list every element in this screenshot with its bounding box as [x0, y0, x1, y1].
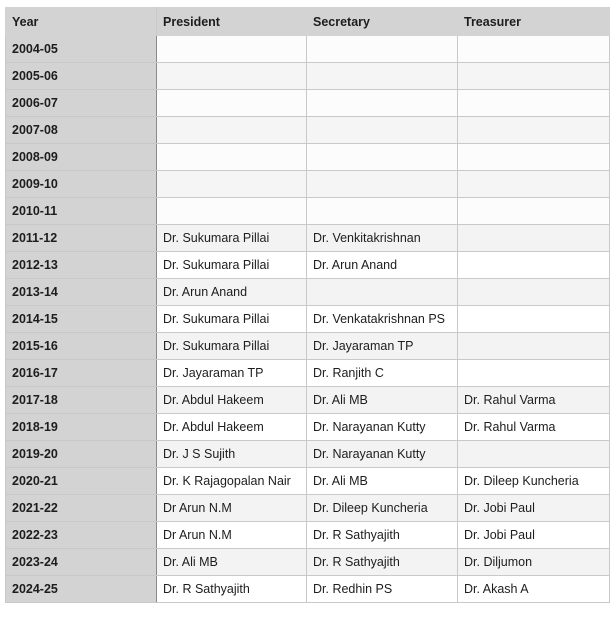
- treasurer-cell: [458, 360, 610, 387]
- president-cell: Dr. Sukumara Pillai: [157, 252, 307, 279]
- president-cell: [157, 117, 307, 144]
- year-cell: 2020-21: [6, 468, 157, 495]
- table-row: [6, 252, 610, 279]
- year-cell: 2018-19: [6, 414, 157, 441]
- table-row: [6, 225, 610, 252]
- secretary-cell: Dr. Ranjith C: [307, 360, 458, 387]
- table-row: [6, 576, 610, 603]
- secretary-cell: Dr. Arun Anand: [307, 252, 458, 279]
- table-row: [6, 495, 610, 522]
- table-row: [6, 198, 610, 225]
- president-cell: Dr. Sukumara Pillai: [157, 306, 307, 333]
- secretary-cell: Dr. Jayaraman TP: [307, 333, 458, 360]
- president-cell: Dr. Ali MB: [157, 549, 307, 576]
- table-row: [6, 144, 610, 171]
- treasurer-cell: [458, 171, 610, 198]
- treasurer-cell: [458, 90, 610, 117]
- secretary-cell: Dr. Redhin PS: [307, 576, 458, 603]
- header-president: President: [157, 8, 307, 36]
- treasurer-cell: [458, 36, 610, 63]
- secretary-cell: Dr. Narayanan Kutty: [307, 414, 458, 441]
- year-cell: 2022-23: [6, 522, 157, 549]
- table-row: [6, 360, 610, 387]
- header-secretary: Secretary: [307, 8, 458, 36]
- treasurer-cell: Dr. Diljumon: [458, 549, 610, 576]
- president-cell: Dr. J S Sujith: [157, 441, 307, 468]
- table-row: [6, 171, 610, 198]
- president-cell: [157, 171, 307, 198]
- treasurer-cell: [458, 117, 610, 144]
- header-treasurer: Treasurer: [458, 8, 610, 36]
- president-cell: Dr. Abdul Hakeem: [157, 387, 307, 414]
- secretary-cell: [307, 198, 458, 225]
- secretary-cell: [307, 63, 458, 90]
- year-cell: 2010-11: [6, 198, 157, 225]
- table-row: [6, 333, 610, 360]
- treasurer-cell: Dr. Rahul Varma: [458, 414, 610, 441]
- table-header: [6, 8, 610, 36]
- treasurer-cell: [458, 144, 610, 171]
- treasurer-cell: Dr. Akash A: [458, 576, 610, 603]
- header-year: Year: [6, 8, 157, 36]
- table-row: [6, 441, 610, 468]
- president-cell: Dr Arun N.M: [157, 495, 307, 522]
- president-cell: [157, 90, 307, 117]
- year-cell: 2009-10: [6, 171, 157, 198]
- president-cell: Dr. Sukumara Pillai: [157, 333, 307, 360]
- treasurer-cell: [458, 279, 610, 306]
- table-row: [6, 117, 610, 144]
- secretary-cell: Dr. Dileep Kuncheria: [307, 495, 458, 522]
- table-row: [6, 468, 610, 495]
- president-cell: [157, 63, 307, 90]
- secretary-cell: [307, 144, 458, 171]
- year-cell: 2012-13: [6, 252, 157, 279]
- year-cell: 2011-12: [6, 225, 157, 252]
- president-cell: Dr. Jayaraman TP: [157, 360, 307, 387]
- secretary-cell: Dr. R Sathyajith: [307, 522, 458, 549]
- treasurer-cell: [458, 225, 610, 252]
- year-cell: 2021-22: [6, 495, 157, 522]
- president-cell: Dr. Sukumara Pillai: [157, 225, 307, 252]
- treasurer-cell: Dr. Jobi Paul: [458, 522, 610, 549]
- president-cell: Dr. K Rajagopalan Nair: [157, 468, 307, 495]
- treasurer-cell: Dr. Jobi Paul: [458, 495, 610, 522]
- secretary-cell: Dr. Ali MB: [307, 387, 458, 414]
- secretary-cell: Dr. R Sathyajith: [307, 549, 458, 576]
- treasurer-cell: [458, 333, 610, 360]
- treasurer-cell: [458, 198, 610, 225]
- year-cell: 2005-06: [6, 63, 157, 90]
- table-row: [6, 279, 610, 306]
- table-row: [6, 63, 610, 90]
- year-cell: 2014-15: [6, 306, 157, 333]
- secretary-cell: Dr. Narayanan Kutty: [307, 441, 458, 468]
- treasurer-cell: [458, 252, 610, 279]
- president-cell: Dr Arun N.M: [157, 522, 307, 549]
- year-cell: 2023-24: [6, 549, 157, 576]
- table-row: [6, 306, 610, 333]
- table-row: [6, 414, 610, 441]
- secretary-cell: Dr. Venkatakrishnan PS: [307, 306, 458, 333]
- table-row: [6, 36, 610, 63]
- year-cell: 2013-14: [6, 279, 157, 306]
- treasurer-cell: Dr. Rahul Varma: [458, 387, 610, 414]
- treasurer-cell: Dr. Dileep Kuncheria: [458, 468, 610, 495]
- header-row: [6, 8, 610, 36]
- president-cell: [157, 144, 307, 171]
- secretary-cell: [307, 36, 458, 63]
- president-cell: Dr. Arun Anand: [157, 279, 307, 306]
- treasurer-cell: [458, 63, 610, 90]
- secretary-cell: [307, 117, 458, 144]
- year-cell: 2007-08: [6, 117, 157, 144]
- office-bearers-table-container: [5, 7, 609, 603]
- secretary-cell: Dr. Ali MB: [307, 468, 458, 495]
- president-cell: [157, 198, 307, 225]
- secretary-cell: [307, 90, 458, 117]
- president-cell: Dr. Abdul Hakeem: [157, 414, 307, 441]
- year-cell: 2017-18: [6, 387, 157, 414]
- year-cell: 2006-07: [6, 90, 157, 117]
- table-row: [6, 549, 610, 576]
- year-cell: 2016-17: [6, 360, 157, 387]
- year-cell: 2004-05: [6, 36, 157, 63]
- treasurer-cell: [458, 441, 610, 468]
- year-cell: 2015-16: [6, 333, 157, 360]
- secretary-cell: [307, 171, 458, 198]
- secretary-cell: Dr. Venkitakrishnan: [307, 225, 458, 252]
- treasurer-cell: [458, 306, 610, 333]
- secretary-cell: [307, 279, 458, 306]
- table-row: [6, 522, 610, 549]
- table-row: [6, 90, 610, 117]
- table-body: [6, 36, 610, 603]
- president-cell: Dr. R Sathyajith: [157, 576, 307, 603]
- president-cell: [157, 36, 307, 63]
- year-cell: 2024-25: [6, 576, 157, 603]
- table-row: [6, 387, 610, 414]
- year-cell: 2019-20: [6, 441, 157, 468]
- office-bearers-table: [5, 7, 610, 603]
- year-cell: 2008-09: [6, 144, 157, 171]
